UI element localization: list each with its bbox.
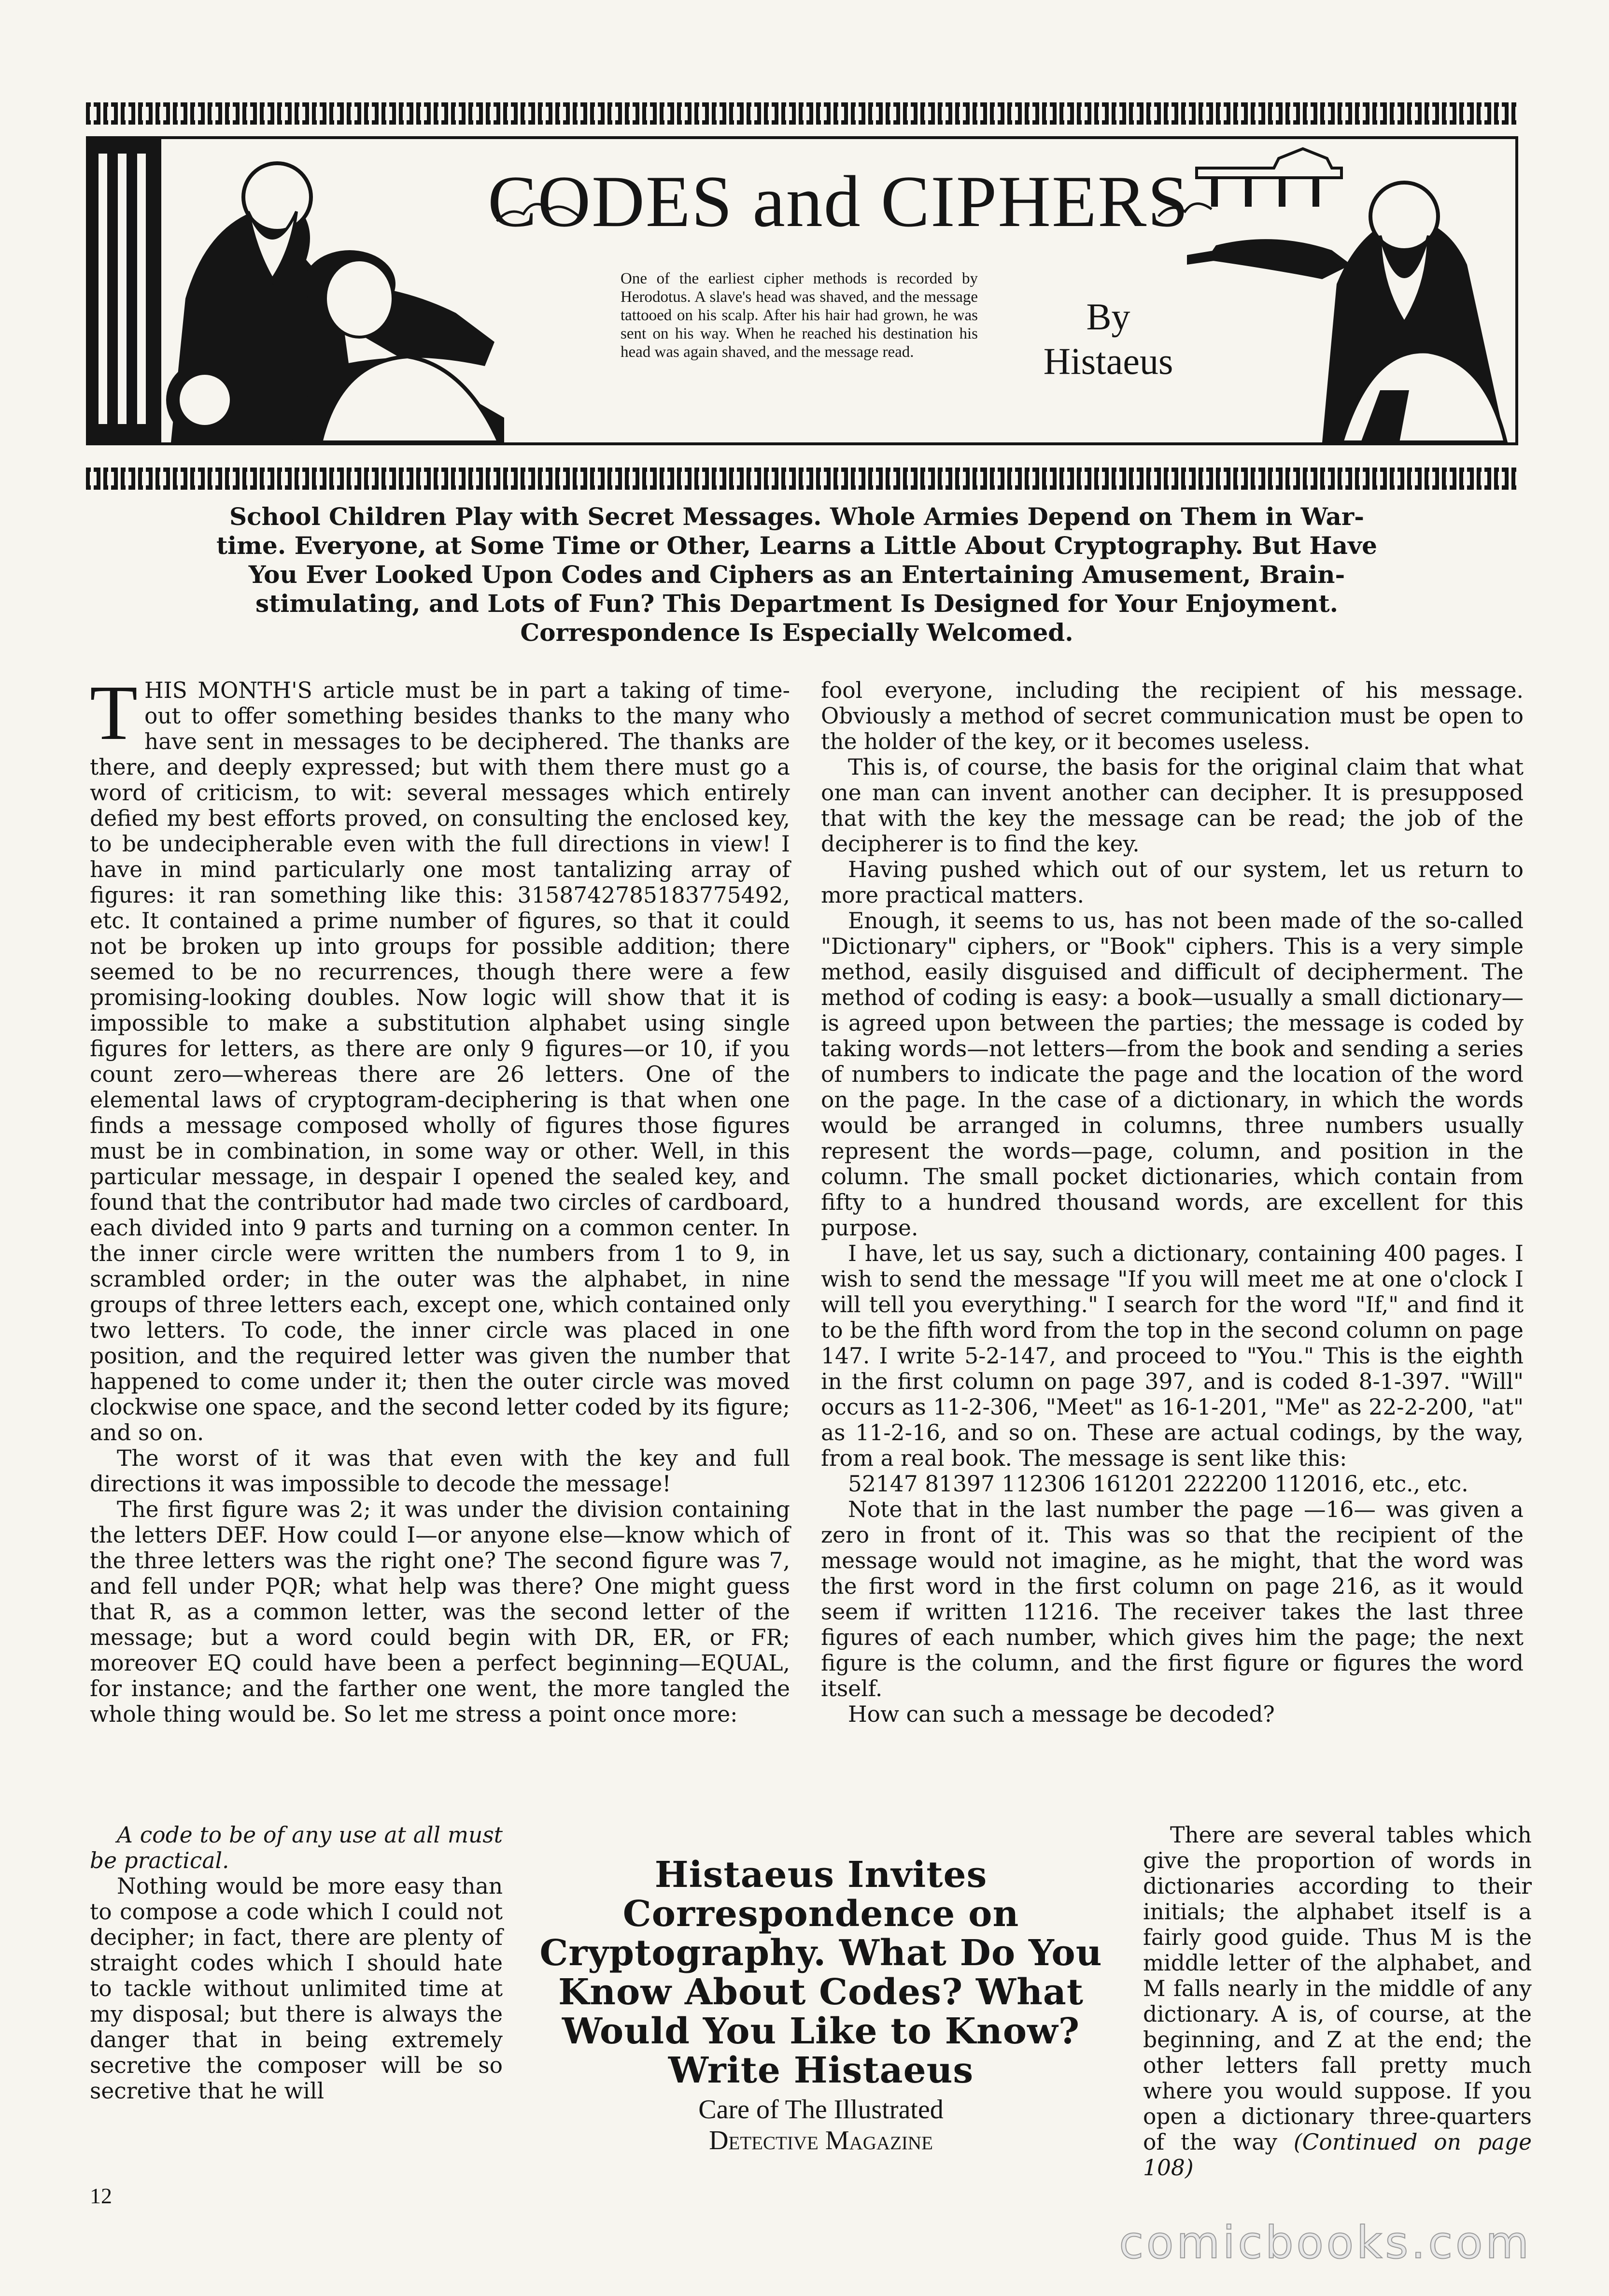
article-column-right-lower: [1143, 1822, 1532, 2181]
article-subtitle: School Children Play with Secret Messages. Whole Armies Depend on Them in War-time. Everyone, at Some Time or Other, Learns a Little About Cryptography. But Have You Ever Looked Upon Codes and Ciphers as an Entertaining Amusement, Brain-stimulating, and Lots of Fun? This Department Is Designed for Your Enjoyment. Correspondence Is Especially Welcomed.: [216, 502, 1377, 647]
paragraph: How can such a message be decoded?: [848, 1701, 1275, 1727]
article-column-left-lower: [90, 1822, 503, 2104]
emphasis-paragraph: A code to be of any use at all must be practical.: [90, 1822, 503, 1873]
page-title: CODES and CIPHERS: [488, 161, 1189, 242]
coded-message-example: 52147 81397 112306 161201 222200 112016, etc., etc.: [848, 1471, 1468, 1497]
paragraph: This is, of course, the basis for the original claim that what one man can invent another can decipher. It is presupposed that with the key the message can be read; the job of the decipherer is to find the key.: [821, 754, 1524, 857]
watermark: comicbooks.com: [1119, 2217, 1532, 2268]
byline-by: By: [1086, 296, 1130, 338]
paragraph: THIS MONTH'S article must be in part a taking of time-out to offer something besides thanks to the many who have sent in messages to be deciphered. The thanks are there, and deeply expressed; but with them there must go a word of criticism, to wit: several messages which entirely defied my best efforts proved, on consulting the enclosed key, to be undecipherable even with the full directions in view! I have in mind particularly one most tantalizing array of figures: it ran something like this: 3158742785183775492, etc. It contained a prime number of figures, so that it could not be broken up into groups for possible addition; there seemed to be no recurrences, though there were a few promising-looking doubles. Now logic will show that it is impossible to make a substitution alphabet using single figures for letters, as there are only 9 figures—or 10, if you count zero—whereas there are 26 letters. One of the elemental laws of cryptogram-deciphering is that when one finds a message composed wholly of figures those figures must be in combination, in some way or other. Well, in this particular message, in despair I opened the sealed key, and found that the contributor had made two circles of cardboard, each divided into 9 parts and turning on a common center. In the inner circle were written the numbers from 1 to 9, in scrambled order; in the outer was the alphabet, in nine groups of three letters each, except one, which contained only two letters. To code, the inner circle was placed in one position, and the required letter was given the number that happened to come under it; then the outer circle was moved clockwise one space, and the second letter coded by its figure; and so on.: [90, 670, 790, 1446]
paragraph: There are several tables which give the proportion of words in dictionaries according to their initials; the alphabet itself is a fairly good guide. Thus M is the middle letter of the alphabet, and M falls nearly in the middle of any dictionary. A is, of course, at the beginning, and Z at the end; the other letters fall pretty much where you would suppose. If you open a dictionary three-quarters of the way (Continued on page 108): [1143, 1822, 1532, 2181]
pointing-god-illustration: [1177, 139, 1515, 442]
paragraph: fool everyone, including the recipient of his message. Obviously a method of secret communication must be open to the holder of the key, or it becomes useless.: [821, 678, 1524, 754]
paragraph: Nothing would be more easy than to compose a code which I could not decipher; in fact, there are plenty of straight codes which I should hate to tackle without unlimited time at my disposal; but there is always the danger that in being extremely secretive the composer will be so secretive that he will: [90, 1873, 503, 2104]
illustration-caption: One of the earliest cipher methods is recorded by Herodotus. A slave's head was shaved, and the message tattooed on his scalp. After his hair had grown, he was sent on his way. When he reached his destination his head was again shaved, and the message read.: [621, 270, 978, 361]
paragraph: I have, let us say, such a dictionary, containing 400 pages. I wish to send the message "If you will meet me at one o'clock I will tell you everything." I search for the word "If," and find it to be the fifth word from the top in the second column on page 147. I write 5-2-147, and proceed to "You." This is the eighth in the first column on page 397, and is coded 8-1-397. "Will" occurs as 11-2-306, "Meet" as 16-1-201, "Me" as 22-2-200, "at" as 11-2-16, and so on. These are actual codings, by the way, from a real book. The message is sent like this:: [821, 1241, 1524, 1471]
paragraph: Enough, it seems to us, has not been made of the so-called "Dictionary" ciphers, or "Book" ciphers. This is a very simple method, easily disguised and difficult of decipherment. The method of coding is easy: a book—usually a small dictionary—is agreed upon between the parties; the message is coded by taking words—not letters—from the book and sending a series of numbers to indicate the page and the location of the word on the page. In the case of a dictionary, in which the words would be arranged in columns, three numbers usually represent the words—page, column, and position in the column. The small pocket dictionaries, which contain from fifty to a hundred thousand words, are excellent for this purpose.: [821, 908, 1524, 1241]
continued-note: (Continued on page 108): [1143, 2129, 1532, 2181]
paragraph: The worst of it was that even with the key and full directions it was impossible to decode the message!: [90, 1446, 790, 1497]
care-of-line: Care of The Illustrated: [698, 2095, 944, 2125]
herodotus-slave-illustration: [89, 139, 504, 442]
paragraph: The first figure was 2; it was under the division containing the letters DEF. How could I—or anyone else—know which of the three letters was the right one? The second figure was 7, and fell under PQR; what help was there? One might guess that R, as a common letter, was the second letter of the message; but a word could begin with DR, ER, or FR; moreover EQ could have been a perfect beginning—EQUAL, for instance; and the farther one went, the more tangled the whole thing would be. So let me stress a point once more:: [90, 1497, 790, 1727]
greek-key-border-bottom: [86, 468, 1518, 490]
greek-key-border-top: [86, 102, 1518, 125]
correspondence-box: [524, 1856, 1118, 2156]
paragraph: Note that in the last number the page —16— was given a zero in front of it. This was so that the recipient of the message would not imagine, as he might, that the word was the first word in the first column on page 216, as it would seem if written 11216. The receiver takes the last three figures of each number, which gives him the page; the next figure is the column, and the first figure or figures the word itself.: [821, 1497, 1524, 1701]
article-column-left: [90, 670, 790, 1727]
byline-author: Histaeus: [1043, 340, 1173, 382]
article-column-right: [821, 678, 1524, 1727]
magazine-name: Detective Magazine: [709, 2126, 933, 2155]
page-number: 12: [90, 2183, 112, 2208]
correspondence-heading: Histaeus Invites Correspondence on Cryptography. What Do You Know About Codes? What Would You Like to Know? Write Histaeus: [539, 1854, 1102, 2091]
paragraph: Having pushed which out of our system, let us return to more practical matters.: [821, 857, 1524, 908]
drop-cap: T: [90, 670, 138, 756]
byline: [1029, 295, 1188, 383]
